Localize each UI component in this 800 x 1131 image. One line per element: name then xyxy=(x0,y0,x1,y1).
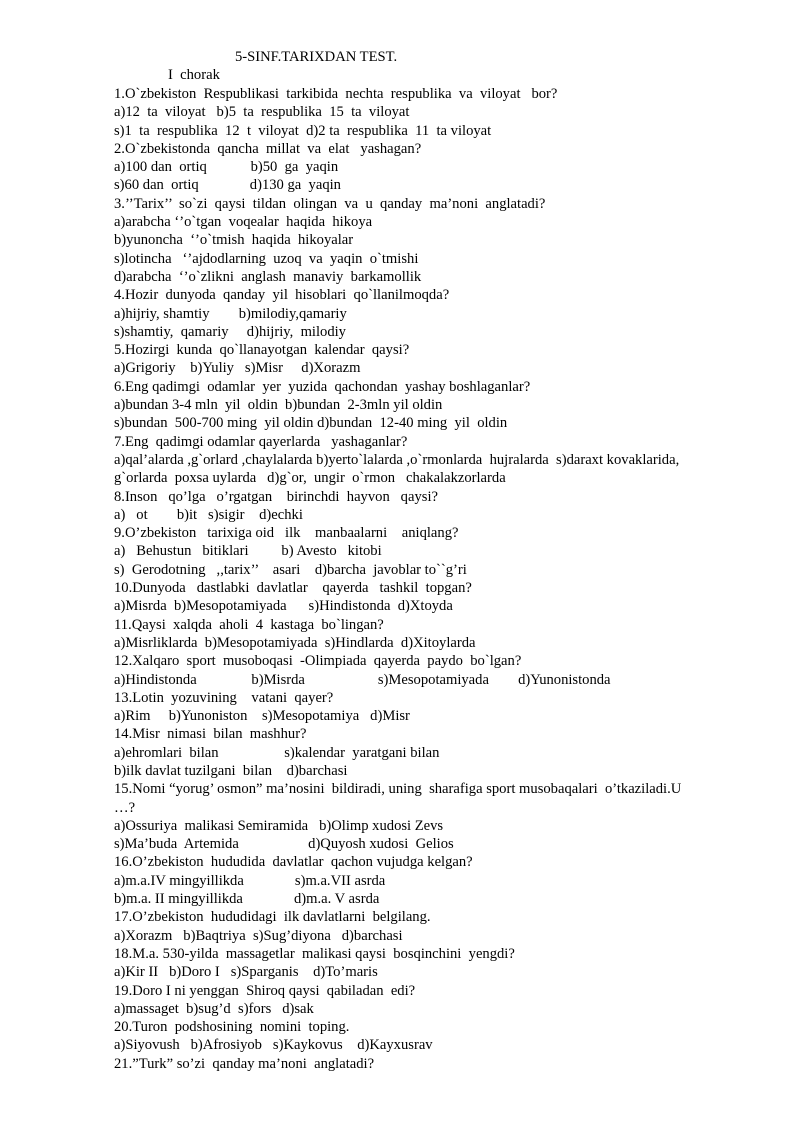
text-line: 15.Nomi “yorug’ osmon” ma’nosini bildiradi, uning sharafiga sport musobaqalari o’tkaziladi.U xyxy=(114,781,682,798)
text-line: s)lotincha ‘’ajdodlarning uzoq va yaqin o`tmishi xyxy=(114,250,419,267)
text-line: 17.O’zbekiston hududidagi ilk davlatlarni belgilang. xyxy=(114,909,431,926)
text-line: a)hijriy, shamtiy b)milodiy,qamariy xyxy=(114,305,347,322)
test-body xyxy=(114,85,754,1073)
text-line: a)qal’alarda ,g`orlard ,chaylalarda b)yerto`lalarda ,o`rmonlarda hujralarda s)daraxt kovaklarida, xyxy=(114,451,680,468)
text-line: 21.”Turk” so’zi qanday ma’noni anglatadi? xyxy=(114,1055,375,1072)
text-line: s)1 ta respublika 12 t viloyat d)2 ta respublika 11 ta viloyat xyxy=(114,122,492,139)
text-line: 3.’’Tarix’’ so`zi qaysi tildan olingan va u qanday ma’noni anglatadi? xyxy=(114,195,546,212)
text-line: s) Gerodotning ,,tarix’’ asari d)barcha javoblar to``g’ri xyxy=(114,561,467,578)
text-line: a)massaget b)sug’d s)fors d)sak xyxy=(114,1000,314,1017)
text-line: d)arabcha ‘’o`zlikni anglash manaviy barkamollik xyxy=(114,268,422,285)
text-line: b)m.a. II mingyillikda d)m.a. V asrda xyxy=(114,891,380,908)
text-line: 20.Turon podshosining nomini toping. xyxy=(114,1019,350,1036)
text-line: a)12 ta viloyat b)5 ta respublika 15 ta viloyat xyxy=(114,104,410,121)
text-line: 14.Misr nimasi bilan mashhur? xyxy=(114,726,307,743)
text-line: a)Ossuriya malikasi Semiramida b)Olimp xudosi Zevs xyxy=(114,817,444,834)
page-title: 5-SINF.TARIXDAN TEST. xyxy=(235,49,398,65)
text-line: b)yunoncha ‘’o`tmish haqida hikoyalar xyxy=(114,232,354,249)
text-line: s)bundan 500-700 ming yil oldin d)bundan 12-40 ming yil oldin xyxy=(114,415,508,432)
text-line: 4.Hozir dunyoda qanday yil hisoblari qo`llanilmoqda? xyxy=(114,287,450,304)
text-line: 18.M.a. 530-yilda massagetlar malikasi qaysi bosqinchini yengdi? xyxy=(114,945,515,962)
text-line: 13.Lotin yozuvining vatani qayer? xyxy=(114,689,334,706)
text-line: a)ehromlari bilan s)kalendar yaratgani bilan xyxy=(114,744,440,761)
page-subtitle: I chorak xyxy=(168,67,220,83)
text-line: a)Grigoriy b)Yuliy s)Misr d)Xorazm xyxy=(114,360,361,377)
text-line: 6.Eng qadimgi odamlar yer yuzida qachondan yashay boshlaganlar? xyxy=(114,378,531,395)
text-line: 1.O`zbekiston Respublikasi tarkibida nechta respublika va viloyat bor? xyxy=(114,86,558,102)
text-line: s)60 dan ortiq d)130 ga yaqin xyxy=(114,177,341,194)
text-line: 12.Xalqaro sport musoboqasi -Olimpiada qayerda paydo bo`lgan? xyxy=(114,653,522,670)
text-line: a)100 dan ortiq b)50 ga yaqin xyxy=(114,159,339,176)
text-line: 8.Inson qo’lga o’rgatgan birinchdi hayvon qaysi? xyxy=(114,488,438,505)
text-line: a) ot b)it s)sigir d)echki xyxy=(114,506,303,523)
text-line: b)ilk davlat tuzilgani bilan d)barchasi xyxy=(114,762,348,779)
text-line: a)Misrda b)Mesopotamiyada s)Hindistonda d)Xtoyda xyxy=(114,598,453,615)
text-line: a)arabcha ‘’o`tgan voqealar haqida hikoya xyxy=(114,214,373,231)
text-line: a)Rim b)Yunoniston s)Mesopotamiya d)Misr xyxy=(114,708,410,725)
text-line: 16.O’zbekiston hududida davlatlar qachon vujudga kelgan? xyxy=(114,854,473,871)
text-line: s)shamtiy, qamariy d)hijriy, milodiy xyxy=(114,323,346,340)
text-line: g`orlarda poxsa uylarda d)g`or, ungir o`rmon chakalakzorlarda xyxy=(114,470,506,487)
text-line: a)Xorazm b)Baqtriya s)Sug’diyona d)barchasi xyxy=(114,927,403,944)
text-line: 10.Dunyoda dastlabki davlatlar qayerda tashkil topgan? xyxy=(114,580,472,597)
text-line: 7.Eng qadimgi odamlar qayerlarda yashaganlar? xyxy=(114,433,408,450)
text-line: a)bundan 3-4 mln yil oldin b)bundan 2-3mln yil oldin xyxy=(114,397,443,414)
text-line: a)Misrliklarda b)Mesopotamiyada s)Hindlarda d)Xitoylarda xyxy=(114,634,476,651)
text-line: a)m.a.IV mingyillikda s)m.a.VII asrda xyxy=(114,872,386,889)
text-line: …? xyxy=(114,799,136,816)
text-line: a)Kir II b)Doro I s)Sparganis d)To’maris xyxy=(114,964,378,981)
text-line: s)Ma’buda Artemida d)Quyosh xudosi Gelios xyxy=(114,836,454,853)
text-line: 19.Doro I ni yenggan Shiroq qaysi qabiladan edi? xyxy=(114,982,416,999)
text-line: 2.O`zbekistonda qancha millat va elat yashagan? xyxy=(114,140,422,157)
text-line: a)Hindistonda b)Misrda s)Mesopotamiyada d)Yunonistonda xyxy=(114,671,611,688)
text-line: a)Siyovush b)Afrosiyob s)Kaykovus d)Kayxusrav xyxy=(114,1037,433,1054)
text-line: a) Behustun bitiklari b) Avesto kitobi xyxy=(114,543,382,560)
text-line: 5.Hozirgi kunda qo`llanayotgan kalendar qaysi? xyxy=(114,342,410,359)
text-line: 11.Qaysi xalqda aholi 4 kastaga bo`lingan? xyxy=(114,616,384,633)
text-line: 9.O’zbekiston tarixiga oid ilk manbaalarni aniqlang? xyxy=(114,525,459,542)
